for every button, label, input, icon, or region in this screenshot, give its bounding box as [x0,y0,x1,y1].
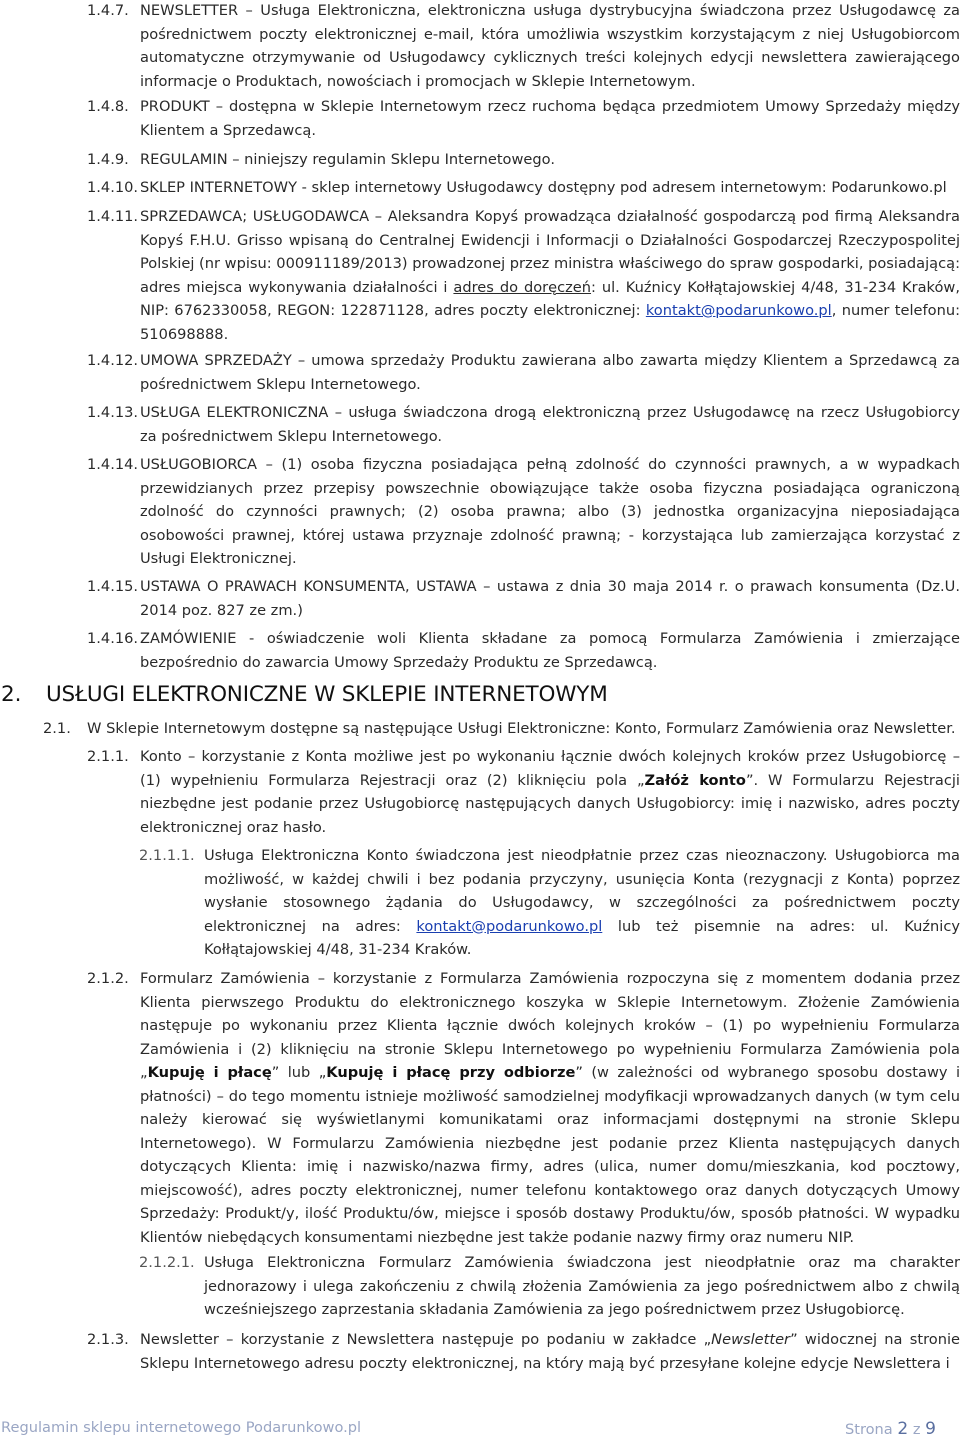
text-run: PRODUKT – dostępna w Sklepie Internetowym rzecz ruchoma będąca przedmiotem Umowy Sprzedaży między Klientem a Sprzedawcą. [140,98,960,139]
item-number: 1.4.7. [87,2,129,19]
item-number: 1.4.11. [87,208,139,225]
bold-text: Kupuję i płacę przy odbiorze [326,1064,576,1081]
item-number: 1.4.10. [87,179,139,196]
item-text [140,627,960,674]
email-link[interactable]: kontakt@podarunkowo.pl [416,917,603,935]
text-run: UMOWA SPRZEDAŻY – umowa sprzedaży Produktu zawierana albo zawarta między Klientem a Sprzedawcą za pośrednictwem Sklepu Internetowego. [140,352,960,393]
definition-1-4-8 [87,95,960,142]
item-text [140,205,960,346]
text-run: Usługa Elektroniczna Formularz Zamówienia świadczona jest nieodpłatnie oraz ma charakter jednorazowy i ulega zakończeniu z chwilą złożenia Zamówienia za jego pośrednictwem albo z chwilą wcześniejszego zaprzestania składania Zamówienia za jego pośrednictwem przez Usługobiorcę. [204,1254,960,1318]
text-run: ” (w zależności od wybranego sposobu dostawy i płatności) – do tego momentu istnieje możliwość samodzielnej modyfikacji wprowadzanych danych (w tym celu należy kierować się wyświetlanymi komunikatami oraz informacjami dostępnymi na stronie Sklepu Internetowego). W Formularzu Zamówienia niezbędne jest podanie przez Klienta następujących danych dotyczących Klienta: imię i nazwisko/nazwa firmy, adres (ulica, numer domu/mieszkania, kod pocztowy, miejscowość), adres poczty elektronicznej, numer telefonu kontaktowego oraz danych dotyczących Umowy Sprzedaży: Produkt/y, ilość Produktu/ów, miejsce i sposób dostawy Produktu/ów, sposób płatności. W wypadku Klientów niebędących konsumentami niezbędne jest także podanie nazwy firmy oraz numeru NIP. [140,1064,960,1246]
clause-2-1 [43,717,960,741]
text-run: : ul. Kuźnicy Kołłątajowskiej 4/48, 31-234 Kraków, NIP: 6762330058, REGON: 122871128, adres poczty elektronicznej: [140,278,960,319]
section-number: 2. [1,682,22,707]
text-run: USŁUGOBIORCA – (1) osoba fizyczna posiadająca pełną zdolność do czynności prawnych, a w wypadkach przewidzianych przez przepisy powszechnie obowiązujące także osoba fizyczna posiadająca ograniczoną zdolność do czynności prawnych; (2) osoba prawna; albo (3) jednostka organizacyjna nieposiadająca osobowości prawnej, której ustawa przyznaje zdolność prawną; - korzystająca lub zamierzająca korzystać z Usługi Elektronicznej. [140,456,960,567]
definition-1-4-11 [87,205,960,346]
clause-2-1-2 [87,967,960,1249]
clause-2-1-2-1 [139,1251,960,1322]
email-link[interactable]: kontakt@podarunkowo.pl [645,302,832,319]
text-run: Usługa Elektroniczna Konto świadczona jest nieodpłatnie przez czas nieoznaczony. Usługobiorca ma możliwość, w każdej chwili i bez podania przyczyny, usunięcia Konta (rezygnacji z Konta) poprzez wysłanie stosownego żądania do Usługodawcy, w szczególności za pośrednictwem poczty elektronicznej na adres: [204,847,960,935]
bold-text: Kupuję i płacę [147,1064,272,1081]
item-number: 1.4.8. [87,98,129,115]
text-run: lub też pisemnie na adres: ul. Kuźnicy Kołłątajowskiej 4/48, 31-234 Kraków. [204,917,960,958]
item-text [140,453,960,571]
item-text [140,349,960,396]
item-number: 2.1.3. [87,1331,129,1348]
item-text [140,176,960,200]
bold-text: Załóż konto [644,771,746,789]
item-text [87,717,960,741]
text-run: ” widocznej na stronie Sklepu Internetowego adresu poczty elektronicznej, na który mają być przesyłane kolejne edycje Newslettera i [140,1331,960,1372]
text-run: W Sklepie Internetowym dostępne są następujące Usługi Elektroniczne: Konto, Formularz Zamówienia oraz Newsletter. [87,720,956,737]
item-text [140,1328,960,1375]
definition-1-4-16 [87,627,960,674]
clause-2-1-1 [87,745,960,839]
definition-1-4-12 [87,349,960,396]
definition-1-4-10 [87,176,960,200]
page-footer [0,1419,960,1440]
footer-current-page: 2 [897,1419,909,1439]
item-number: 1.4.13. [87,404,139,421]
item-number: 2.1.1.1. [139,847,195,864]
text-run: SPRZEDAWCA; USŁUGODAWCA – Aleksandra Kopyś prowadząca działalność gospodarczą pod firmą Aleksandra Kopyś F.H.U. Grisso wpisaną do Centralnej Ewidencji i Informacji o Działalności Gospodarczej Rzeczypospolitej Polskiej (nr wpisu: 000911189/2013) prowadzonej przez ministra właściwego do spraw gospodarki, posiadającą: adres miejsca wykonywania działalności i [140,208,960,296]
definition-1-4-7 [87,0,960,93]
item-number: 1.4.16. [87,630,139,647]
item-number: 1.4.15. [87,578,139,595]
text-run: USŁUGA ELEKTRONICZNA – usługa świadczona drogą elektroniczną przez Usługodawcę na rzecz Usługobiorcy za pośrednictwem Sklepu Internetowego. [140,404,960,445]
item-text [204,1251,960,1322]
text-run: USŁUGI ELEKTRONICZNE W SKLEPIE INTERNETOWYM [46,682,608,707]
italic-text: Newsletter [711,1331,791,1348]
text-run: ZAMÓWIENIE - oświadczenie woli Klienta składane za pomocą Formularza Zamówienia i zmierzające bezpośrednio do zawarcia Umowy Sprzedaży Produktu ze Sprzedawcą. [140,630,960,671]
text-run: USTAWA O PRAWACH KONSUMENTA, USTAWA – ustawa z dnia 30 maja 2014 r. o prawach konsumenta (Dz.U. 2014 poz. 827 ze zm.) [140,578,960,619]
footer-document-title: Regulamin sklepu internetowego Podarunkowo.pl [1,1419,362,1436]
definition-1-4-13 [87,401,960,448]
footer-page-label: Strona [844,1421,893,1438]
item-number: 2.1.2.1. [139,1254,195,1271]
text-run: REGULAMIN – niniejszy regulamin Sklepu Internetowego. [140,151,555,168]
item-text [140,148,960,172]
footer-of-label: z [912,1421,921,1438]
text-run: Newsletter – korzystanie z Newslettera następuje po podaniu w zakładce „ [140,1331,712,1348]
item-number: 1.4.12. [87,352,139,369]
text-run: ” lub „ [271,1064,327,1081]
item-number: 2.1.2. [87,970,129,987]
item-number: 2.1. [43,720,71,737]
definition-1-4-15 [87,575,960,622]
item-text [204,844,960,962]
text-run: Formularz Zamówienia – korzystanie z Formularza Zamówienia rozpoczyna się z momentem dodania przez Klienta pierwszego Produktu do elektronicznego koszyka w Sklepie Internetowym. Złożenie Zamówienia następuje po wykonaniu przez Klienta łącznie dwóch kolejnych kroków – (1) po wypełnieniu Formularza Zamówienia i (2) kliknięciu na stronie Sklepu Internetowego po wypełnieniu Formularza Zamówienia pola „ [140,970,960,1081]
text-run: SKLEP INTERNETOWY - sklep internetowy Usługodawcy dostępny pod adresem internetowym: Podarunkowo.pl [140,179,947,196]
item-text [140,575,960,622]
clause-2-1-3 [87,1328,960,1375]
section-title [46,680,960,710]
definition-1-4-14 [87,453,960,571]
item-text [140,745,960,839]
item-number: 1.4.14. [87,456,139,473]
item-text [140,0,960,93]
item-text [140,95,960,142]
text-run: NEWSLETTER – Usługa Elektroniczna, elektroniczna usługa dystrybucyjna świadczona przez Usługodawcę za pośrednictwem poczty elektronicznej e-mail, która umożliwia wszystkim korzystającym z niej Usługobiorcom automatyczne otrzymywanie od Usługodawcy cyklicznych treści kolejnych edycji newslettera zawierającego informacje o Produktach, nowościach i promocjach w Sklepie Internetowym. [140,2,960,90]
item-text [140,967,960,1249]
item-text [140,401,960,448]
item-number: 2.1.1. [87,748,129,765]
text-run: , numer telefonu: 510698888. [140,302,960,343]
section-heading [1,680,960,710]
item-number: 1.4.9. [87,151,129,168]
footer-page-counter [845,1419,936,1439]
underlined-text: adres do doręczeń [453,278,592,296]
text-run: Konto – korzystanie z Konta możliwe jest po wykonaniu łącznie dwóch kolejnych kroków przez Usługobiorcę – (1) wypełnieniu Formularza Rejestracji oraz (2) kliknięciu pola „ [140,748,960,789]
footer-total-pages: 9 [925,1419,936,1439]
definition-1-4-9 [87,148,960,172]
clause-2-1-1-1 [139,844,960,962]
text-run: ”. W Formularzu Rejestracji niezbędne jest podanie przez Usługobiorcę następujących danych Usługobiorcy: imię i nazwisko, adres poczty elektronicznej oraz hasło. [140,771,960,836]
